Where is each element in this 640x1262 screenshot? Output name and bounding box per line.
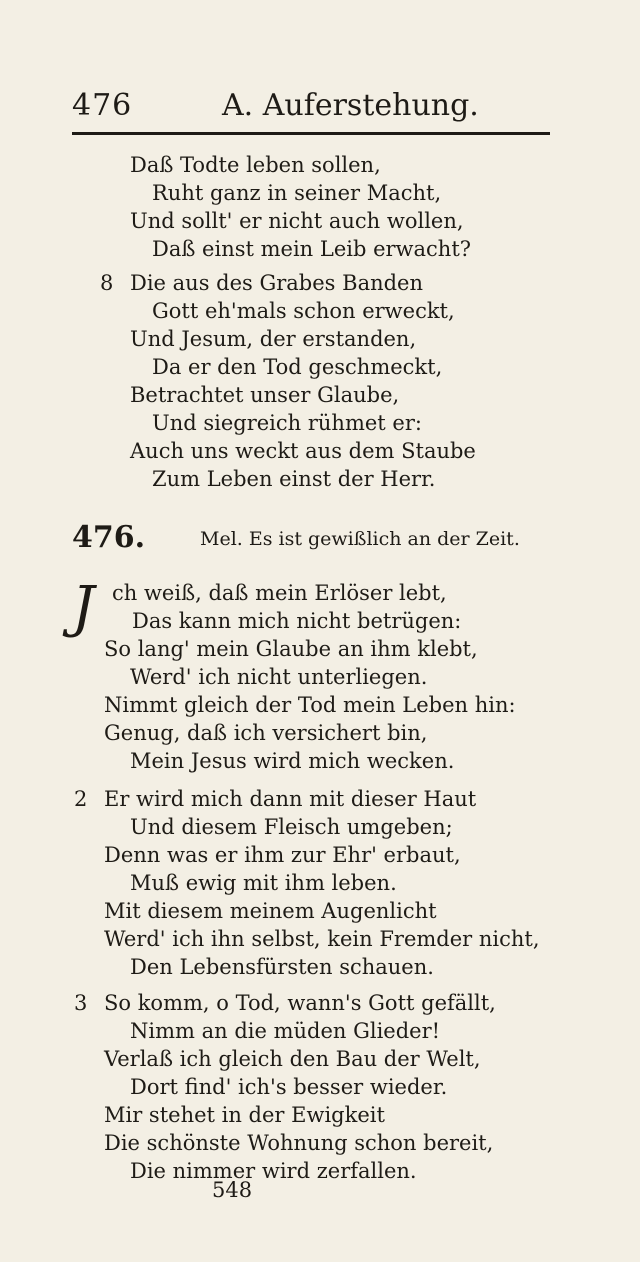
verse-line: Muß ewig mit ihm leben.: [130, 871, 397, 895]
verse-line: Werd' ich ihn selbst, kein Fremder nicht,: [104, 927, 540, 951]
verse-line: Mir stehet in der Ewigkeit: [104, 1103, 385, 1127]
verse-line: Daß Todte leben sollen,: [130, 153, 381, 177]
page-header: [72, 88, 552, 128]
verse-line: Den Lebensfürsten schauen.: [130, 955, 434, 979]
verse-line: Genug, daß ich versichert bin,: [104, 721, 428, 745]
verse-line: Ruht ganz in seiner Macht,: [152, 181, 442, 205]
stanza-number: 8: [100, 271, 114, 295]
verse-line: Da er den Tod geschmeckt,: [152, 355, 443, 379]
verse-line: Und sollt' er nicht auch wollen,: [130, 209, 464, 233]
verse-line: Mit diesem meinem Augenlicht: [104, 899, 437, 923]
drop-cap: J: [72, 575, 95, 640]
verse-line: Die aus des Grabes Banden: [130, 271, 424, 295]
verse-line: Gott eh'mals schon erweckt,: [152, 299, 455, 323]
signature-number: 548: [212, 1178, 253, 1202]
verse-line: Nimmt gleich der Tod mein Leben hin:: [104, 693, 516, 717]
hymn-number: 476.: [72, 520, 146, 555]
verse-line: Die schönste Wohnung schon bereit,: [104, 1131, 494, 1155]
verse-line: Und siegreich rühmet er:: [152, 411, 422, 435]
verse-line: Werd' ich nicht unterliegen.: [130, 665, 428, 689]
verse-line: Die nimmer wird zerfallen.: [130, 1159, 417, 1183]
verse-line: Dort find' ich's besser wieder.: [130, 1075, 448, 1099]
running-title: A. Auferstehung.: [222, 88, 479, 123]
melody-note: Mel. Es ist gewißlich an der Zeit.: [200, 528, 520, 550]
stanza-number: 3: [74, 991, 88, 1015]
verse-line: Das kann mich nicht betrügen:: [132, 609, 462, 633]
verse-line: Und Jesum, der erstanden,: [130, 327, 417, 351]
verse-line: Daß einst mein Leib erwacht?: [152, 237, 472, 261]
verse-line: Er wird mich dann mit dieser Haut: [104, 787, 477, 811]
verse-line: Verlaß ich gleich den Bau der Welt,: [104, 1047, 481, 1071]
verse-line: Zum Leben einst der Herr.: [152, 467, 436, 491]
verse-line: Auch uns weckt aus dem Staube: [130, 439, 476, 463]
verse-line: So lang' mein Glaube an ihm klebt,: [104, 637, 478, 661]
verse-line: So komm, o Tod, wann's Gott gefällt,: [104, 991, 496, 1015]
page-number: 476: [72, 88, 133, 123]
verse-line: Mein Jesus wird mich wecken.: [130, 749, 455, 773]
stanza-number: 2: [74, 787, 88, 811]
verse-line: ch weiß, daß mein Erlöser lebt,: [112, 581, 447, 605]
verse-line: Betrachtet unser Glaube,: [130, 383, 400, 407]
header-rule: [72, 132, 550, 135]
verse-line: Nimm an die müden Glieder!: [130, 1019, 441, 1043]
verse-line: Und diesem Fleisch umgeben;: [130, 815, 453, 839]
verse-line: Denn was er ihm zur Ehr' erbaut,: [104, 843, 461, 867]
